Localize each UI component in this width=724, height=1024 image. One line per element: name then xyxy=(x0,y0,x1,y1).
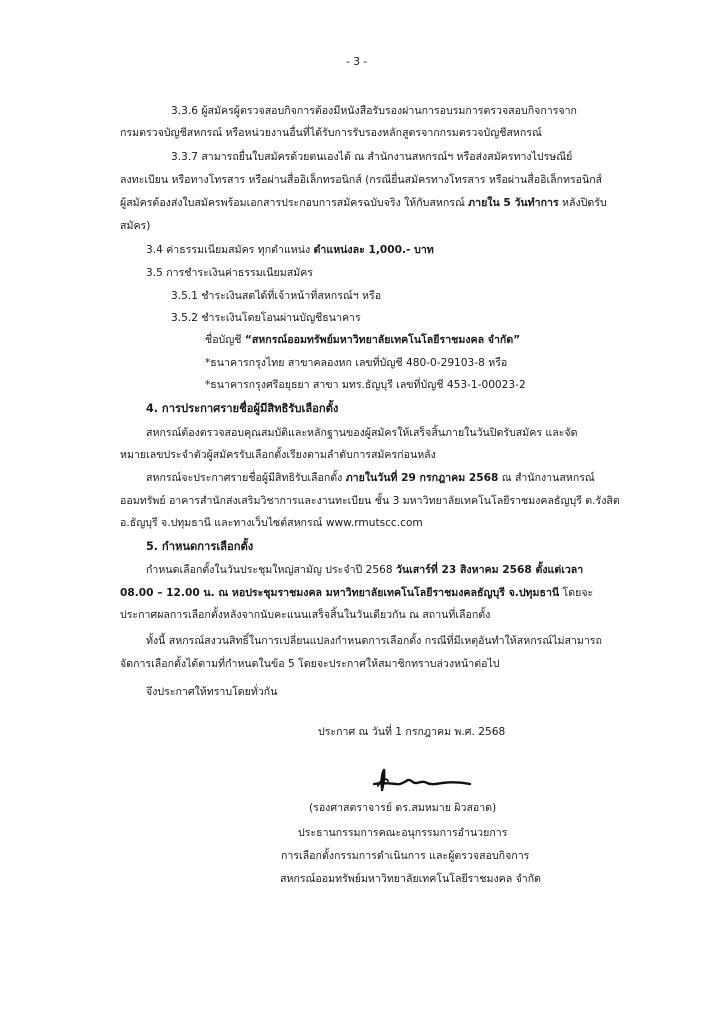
clause-34 xyxy=(146,240,434,260)
clause-351: 3.5.1 ชำระเงินสดได้ที่เจ้าหน้าที่สหกรณ์ฯ หรือ xyxy=(171,290,382,302)
section-4-p2-line1 xyxy=(146,468,595,488)
closing-line2: จัดการเลือกตั้งได้ตามที่กำหนดในข้อ 5 โดยจะประกาศให้สมาชิกทราบล่วงหน้าต่อไป xyxy=(120,658,500,670)
date-line: ประกาศ ณ วันที่ 1 กรกฎาคม พ.ศ. 2568 xyxy=(318,726,506,738)
section-5-line1-pre: กำหนดเลือกตั้งในวันประชุมใหญ่สามัญ ประจำปี 2568 xyxy=(146,564,396,576)
signatory-title3: สหกรณ์ออมทรัพย์มหาวิทยาลัยเทคโนโลยีราชมงคล จำกัด xyxy=(280,873,542,885)
section-5-election-date: วันเสาร์ที่ 23 สิงหาคม 2568 ตั้งแต่เวลา xyxy=(395,564,584,576)
section-4-p1-line1: สหกรณ์ต้องตรวจสอบคุณสมบัติและหลักฐานของผู้สมัครให้เสร็จสิ้นภายในวันปิดรับสมัคร และจัด xyxy=(146,427,578,439)
section-4-p2-pre: สหกรณ์จะประกาศรายชื่อผู้มีสิทธิรับเลือกตั้ง xyxy=(146,472,346,484)
clause-352: 3.5.2 ชำระเงินโดยโอนผ่านบัญชีธนาคาร xyxy=(171,312,361,324)
section-5-heading: 5. กำหนดการเลือกตั้ง xyxy=(146,540,254,553)
section-5-election-venue: 08.00 – 12.00 น. ณ หอประชุมราชมงคล มหาวิทยาลัยเทคโนโลยีราชมงคลธัญบุรี จ.ปทุมธานี xyxy=(120,587,560,599)
page-number: - 3 - xyxy=(346,56,368,68)
clause-336-line1: 3.3.6 ผู้สมัครผู้ตรวจสอบกิจการต้องมีหนังสือรับรองผ่านการอบรมการตรวจสอบกิจการจาก xyxy=(171,105,577,117)
section-4-p2-line2: ออมทรัพย์ อาคารสำนักส่งเสริมวิชาการและงานทะเบียน ชั้น 3 มหาวิทยาลัยเทคโนโลยีราชมงคลธัญบุรี ต.รังสิต xyxy=(120,495,620,507)
bank-account-2: *ธนาคารกรุงศรีอยุธยา สาขา มทร.ธัญบุรี เลขที่บัญชี 453-1-00023-2 xyxy=(205,379,526,391)
clause-337-line3-pre: ผู้สมัครต้องส่งใบสมัครพร้อมเอกสารประกอบการสมัครฉบับจริง ให้กับสหกรณ์ xyxy=(120,197,469,209)
clause-337-line3-post: หลังปิดรับ xyxy=(558,197,607,209)
section-5-line2 xyxy=(120,583,593,603)
clause-337-deadline: ภายใน 5 วันทำการ xyxy=(468,197,559,209)
clause-34-text: 3.4 ค่าธรรมเนียมสมัคร ทุกตำแหน่ง xyxy=(146,244,314,256)
section-4-announce-date: ภายในวันที่ 29 กรกฎาคม 2568 xyxy=(345,472,499,484)
signatory-title1: ประธานกรรมการคณะอนุกรรมการอำนวยการ xyxy=(298,827,508,839)
clause-337-line3 xyxy=(120,193,607,213)
clause-337-line4: สมัคร) xyxy=(120,220,151,232)
section-4-p1-line2: หมายเลขประจำตัวผู้สมัครรับเลือกตั้งเรียงตามลำดับการสมัครก่อนหลัง xyxy=(120,449,436,461)
clause-35-title: 3.5 การชำระเงินค่าธรรมเนียมสมัคร xyxy=(146,267,313,279)
closing-line1: ทั้งนี้ สหกรณ์สงวนสิทธิ์ในการเปลี่ยนแปลงกำหนดการเลือกตั้ง กรณีที่มีเหตุอันทำให้สหกรณ์ไม่สามารถ xyxy=(146,635,602,647)
section-4-p2-post: ณ สำนักงานสหกรณ์ xyxy=(498,472,595,484)
announcement-line: จึงประกาศให้ทราบโดยทั่วกัน xyxy=(146,686,278,698)
section-4-heading: 4. การประกาศรายชื่อผู้มีสิทธิรับเลือกตั้ง xyxy=(146,402,339,415)
clause-336-line2: กรมตรวจบัญชีสหกรณ์ หรือหน่วยงานอื่นที่ได้รับการรับรองหลักสูตรจากกรมตรวจบัญชีสหกรณ์ xyxy=(120,127,542,139)
account-label: ชื่อบัญชี xyxy=(205,334,245,346)
signatory-name: (รองศาสตราจารย์ ดร.สมหมาย ผิวสอาด) xyxy=(309,802,497,814)
clause-337-line1: 3.3.7 สามารถยื่นใบสมัครด้วยตนเองได้ ณ สำนักงานสหกรณ์ฯ หรือส่งสมัครทางไปรษณีย์ xyxy=(171,151,573,163)
clause-337-line2: ลงทะเบียน หรือทางโทรสาร หรือผ่านสื่ออิเล็กทรอนิกส์ (กรณียื่นสมัครทางโทรสาร หรือผ่านสื่ออิเล็กทรอนิกส์ xyxy=(120,174,603,186)
clause-34-fee: ตำแหน่งละ 1,000.- บาท xyxy=(313,244,434,256)
signatory-title2: การเลือกตั้งกรรมการดำเนินการ และผู้ตรวจสอบกิจการ xyxy=(281,850,530,862)
signature-image xyxy=(368,766,478,794)
section-4-p2-line3: อ.ธัญบุรี จ.ปทุมธานี และทางเว็บไซต์สหกรณ์ www.rmutscc.com xyxy=(120,517,423,529)
account-name-line xyxy=(205,330,520,350)
section-5-line1 xyxy=(146,560,583,580)
bank-account-1: *ธนาคารกรุงไทย สาขาคลองหก เลขที่บัญชี 480-0-29103-8 หรือ xyxy=(205,357,508,369)
section-5-line2-post: โดยจะ xyxy=(559,587,594,599)
account-name: “สหกรณ์ออมทรัพย์มหาวิทยาลัยเทคโนโลยีราชมงคล จำกัด” xyxy=(244,334,521,346)
section-5-line3: ประกาศผลการเลือกตั้งหลังจากนับคะแนนเสร็จสิ้นในวันเดียวกัน ณ สถานที่เลือกตั้ง xyxy=(120,609,491,621)
